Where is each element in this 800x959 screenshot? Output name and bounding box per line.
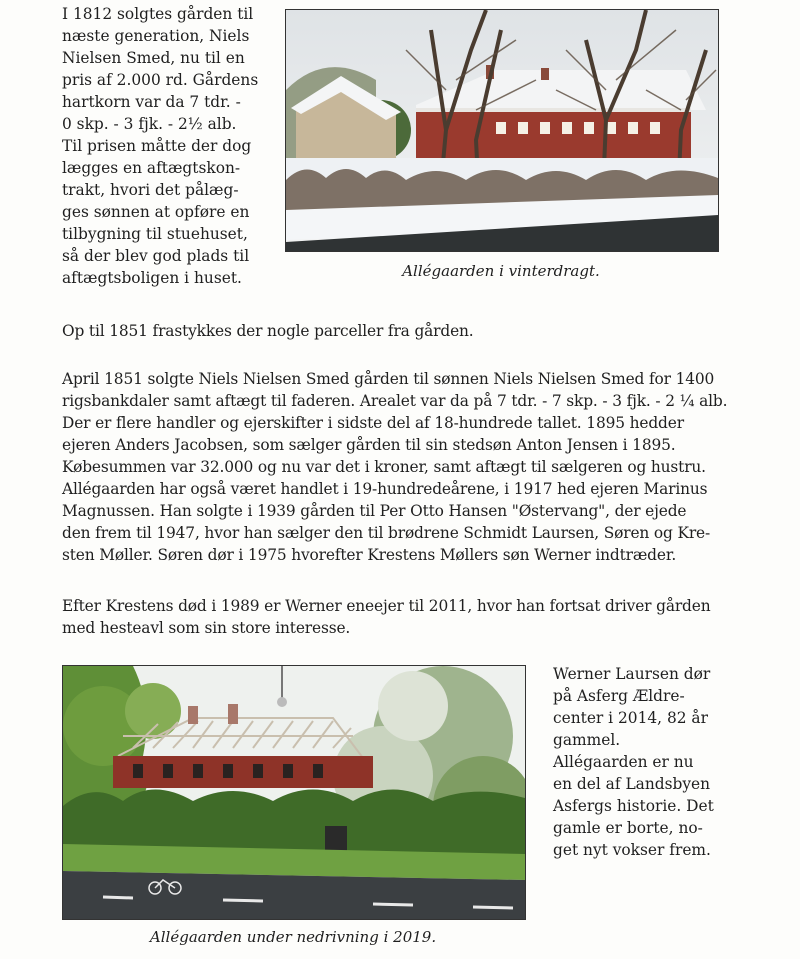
winter-farm-illustration: [286, 10, 718, 251]
closing-line: en del af Landsbyen: [553, 775, 711, 793]
intro-line: lægges en aftægtskon-: [62, 159, 241, 177]
intro-line: aftægtsboligen i huset.: [62, 269, 242, 287]
intro-line: tilbygning til stuehuset,: [62, 225, 248, 243]
history-line: rigsbankdaler samt aftægt til faderen. Arealet var da på 7 tdr. - 7 skp. - 3 fjk. - 2 ¼ alb.: [62, 392, 728, 410]
history-line: Der er flere handler og ejerskifter i sidste del af 18-hundrede tallet. 1895 hedder: [62, 414, 684, 432]
werner-line: Efter Krestens død i 1989 er Werner eneejer til 2011, hvor han fortsat driver gården: [62, 597, 711, 615]
history-line: April 1851 solgte Niels Nielsen Smed gården til sønnen Niels Nielsen Smed for 1400: [62, 370, 715, 388]
closing-line: Allégaarden er nu: [553, 753, 694, 771]
werner-line: med hesteavl som sin store interesse.: [62, 619, 351, 637]
intro-line: hartkorn var da 7 tdr. -: [62, 93, 241, 111]
closing-line: gammel.: [553, 731, 621, 749]
intro-line: Nielsen Smed, nu til en: [62, 49, 245, 67]
intro-line: Til prisen måtte der dog: [62, 137, 252, 155]
history-line: ejeren Anders Jacobsen, som sælger gården til sin stedsøn Anton Jensen i 1895.: [62, 436, 676, 454]
history-line: Allégaarden har også været handlet i 19-hundredeårene, i 1917 hed ejeren Marinus: [62, 480, 708, 498]
intro-line: næste generation, Niels: [62, 27, 250, 45]
winter-farm-photo: [285, 9, 719, 252]
demolition-photo: [62, 665, 526, 920]
intro-line: trakt, hvori det pålæg-: [62, 181, 239, 199]
intro-line: ges sønnen at opføre en: [62, 203, 250, 221]
history-line: den frem til 1947, hvor han sælger den til brødrene Schmidt Laursen, Søren og Kre-: [62, 524, 711, 542]
intro-line: så der blev god plads til: [62, 247, 250, 265]
demolition-photo-caption: Allégaarden under nedrivning i 2019.: [149, 928, 437, 946]
closing-line: Asfergs historie. Det: [553, 797, 714, 815]
closing-paragraph: [553, 663, 743, 861]
history-line: sten Møller. Søren dør i 1975 hvorefter Krestens Møllers søn Werner indtræder.: [62, 546, 677, 564]
closing-line: gamle er borte, no-: [553, 819, 703, 837]
closing-line: på Asferg Ældre-: [553, 687, 685, 705]
winter-photo-caption: Allégaarden i vinterdragt.: [402, 262, 600, 280]
intro-line: pris af 2.000 rd. Gårdens: [62, 71, 259, 89]
history-line: Magnussen. Han solgte i 1939 gården til Per Otto Hansen "Østervang", der ejede: [62, 502, 687, 520]
history-line: Købesummen var 32.000 og nu var det i kroner, samt aftægt til sælgeren og hustru.: [62, 458, 706, 476]
closing-line: center i 2014, 82 år: [553, 709, 708, 727]
demolition-illustration: [63, 666, 525, 919]
intro-line: I 1812 solgtes gården til: [62, 5, 254, 23]
closing-line: Werner Laursen dør: [553, 665, 711, 683]
history-paragraph: [62, 368, 752, 566]
parcel-paragraph: Op til 1851 frastykkes der nogle parceller fra gården.: [62, 322, 474, 340]
intro-line: 0 skp. - 3 fjk. - 2½ alb.: [62, 115, 237, 133]
closing-line: get nyt vokser frem.: [553, 841, 711, 859]
intro-paragraph: [62, 3, 277, 289]
werner-paragraph: [62, 595, 752, 639]
